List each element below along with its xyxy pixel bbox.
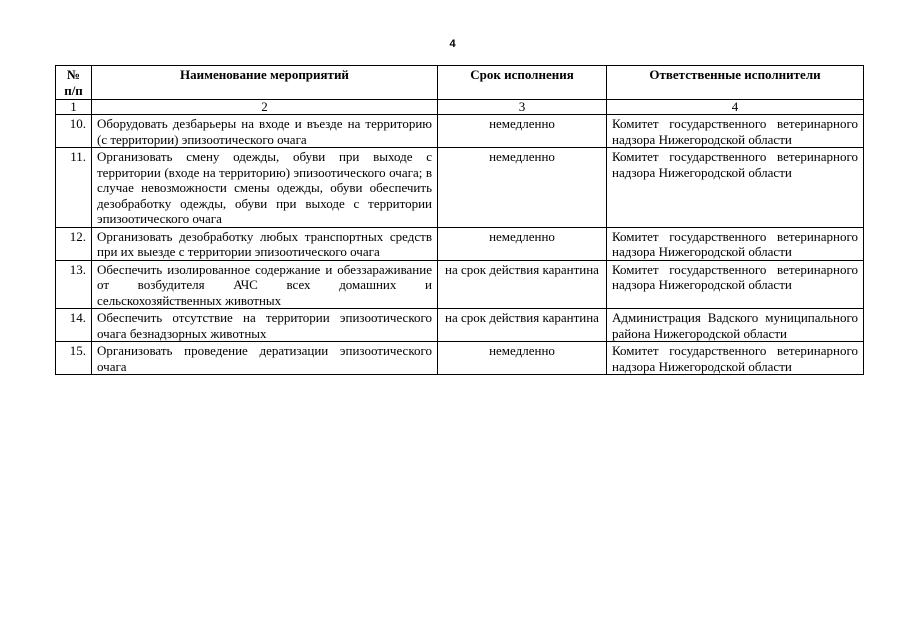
page-number: 4 — [449, 38, 456, 50]
measures-table — [55, 65, 864, 375]
measure-term: немедленно — [438, 227, 607, 260]
column-number: 4 — [607, 100, 864, 115]
measure-name: Организовать дезобработку любых транспортных средств при их выезде с территории эпизоотического очага — [92, 227, 438, 260]
column-number-row — [56, 100, 864, 115]
measure-term: немедленно — [438, 115, 607, 148]
header-name: Наименование мероприятий — [92, 66, 438, 100]
header-row — [56, 66, 864, 100]
measure-responsible: Комитет государственного ветеринарного надзора Нижегородской области — [607, 148, 864, 228]
header-number: № п/п — [56, 66, 92, 100]
column-number: 2 — [92, 100, 438, 115]
table-row — [56, 260, 864, 309]
column-number: 1 — [56, 100, 92, 115]
row-number: 13. — [56, 260, 92, 309]
row-number: 15. — [56, 342, 92, 375]
measure-term: немедленно — [438, 148, 607, 228]
measure-responsible: Администрация Вадского муниципального района Нижегородской области — [607, 309, 864, 342]
measure-term: на срок действия карантина — [438, 260, 607, 309]
measure-name: Обеспечить изолированное содержание и обеззараживание от возбудителя АЧС всех домашних и сельскохозяйственных животных — [92, 260, 438, 309]
column-number: 3 — [438, 100, 607, 115]
table-row — [56, 342, 864, 375]
measure-responsible: Комитет государственного ветеринарного надзора Нижегородской области — [607, 260, 864, 309]
measure-term: немедленно — [438, 342, 607, 375]
header-term: Срок исполнения — [438, 66, 607, 100]
table-row — [56, 148, 864, 228]
measure-name: Организовать проведение дератизации эпизоотического очага — [92, 342, 438, 375]
measure-responsible: Комитет государственного ветеринарного надзора Нижегородской области — [607, 115, 864, 148]
table-row — [56, 309, 864, 342]
measure-name: Организовать смену одежды, обуви при выходе с территории (входе на территорию) эпизоотического очага; в случае невозможности смены одежды, обуви обеспечить дезобработку одежды, обуви при выходе с территории эпизоотического очага — [92, 148, 438, 228]
row-number: 10. — [56, 115, 92, 148]
measure-responsible: Комитет государственного ветеринарного надзора Нижегородской области — [607, 227, 864, 260]
table-row — [56, 115, 864, 148]
measure-term: на срок действия карантина — [438, 309, 607, 342]
header-responsible: Ответственные исполнители — [607, 66, 864, 100]
row-number: 12. — [56, 227, 92, 260]
row-number: 14. — [56, 309, 92, 342]
table-row — [56, 227, 864, 260]
measure-responsible: Комитет государственного ветеринарного надзора Нижегородской области — [607, 342, 864, 375]
row-number: 11. — [56, 148, 92, 228]
measure-name: Оборудовать дезбарьеры на входе и въезде на территорию (с территории) эпизоотического очага — [92, 115, 438, 148]
measure-name: Обеспечить отсутствие на территории эпизоотического очага безнадзорных животных — [92, 309, 438, 342]
